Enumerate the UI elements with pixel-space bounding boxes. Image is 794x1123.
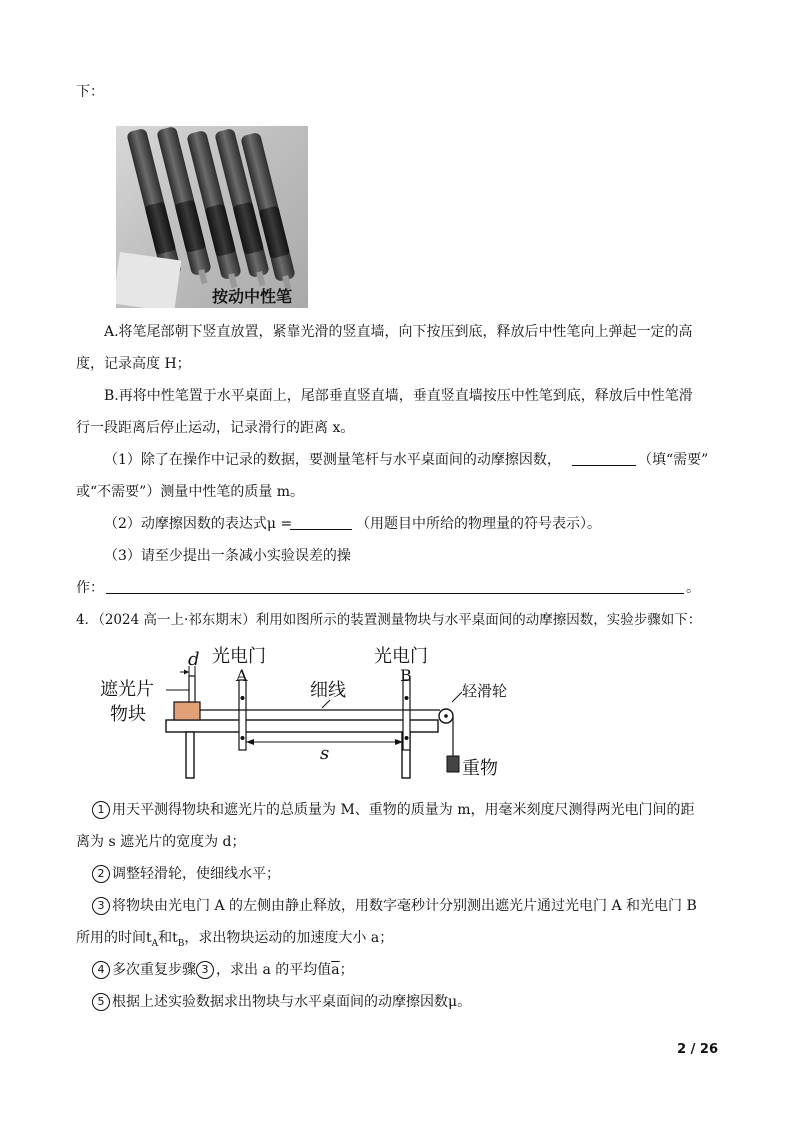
light-shield xyxy=(189,676,195,702)
step4-ref-marker: 3 xyxy=(196,961,214,979)
q3-sub2-tail: （用题目中所给的物理量的符号表示）。 xyxy=(356,516,601,532)
label-a: A xyxy=(236,666,248,685)
hanging-weight xyxy=(447,756,459,772)
step5-marker: 5 xyxy=(92,993,110,1011)
apparatus-diagram xyxy=(96,638,526,788)
q4-step2: 2 调整轻滑轮，使细线水平； xyxy=(92,864,280,884)
step3-marker: 3 xyxy=(92,897,110,915)
intro-tail: 下： xyxy=(76,84,104,100)
table-leg-left xyxy=(186,732,194,778)
q3-sub2-text: （2）动摩擦因数的表达式μ = xyxy=(104,516,293,532)
step1-marker: 1 xyxy=(92,801,110,819)
q3-sub3-end: 。 xyxy=(686,580,700,596)
block xyxy=(174,702,200,720)
pen-photo xyxy=(116,126,308,308)
q3-step-a-line1: A.将笔尾部朝下竖直放置，紧靠光滑的竖直墙，向下按压到底，释放后中性笔向上弹起一定的高 xyxy=(104,324,693,340)
q4-step5: 5 根据上述实验数据求出物块与水平桌面间的动摩擦因数μ。 xyxy=(92,992,471,1012)
q4-step1-line2: 离为 s 遮光片的宽度为 d； xyxy=(76,834,246,850)
q3-sub1-tail: （填“需要” xyxy=(638,452,709,468)
photo-caption: 按动中性笔 xyxy=(212,287,293,306)
q3-sub3-prefix: 作： xyxy=(76,580,104,596)
label-string: 细线 xyxy=(310,680,346,701)
label-block: 物块 xyxy=(110,704,146,725)
q3-step-b-line1: B.再将中性笔置于水平桌面上，尾部垂直竖直墙，垂直竖直墙按压中性笔到底，释放后中性笔滑 xyxy=(104,388,693,404)
label-d: d xyxy=(188,649,200,670)
label-gate-b: 光电门 xyxy=(374,646,428,667)
q3-sub1-blank xyxy=(572,465,636,466)
table-top xyxy=(166,720,438,732)
step4-marker: 4 xyxy=(92,961,110,979)
label-pulley: 轻滑轮 xyxy=(462,682,508,700)
q4-step4: 4 多次重复步骤 3 ，求出 a 的平均值$\overline{a}$； xyxy=(92,960,354,980)
q4-step1-line1: 1 用天平测得物块和遮光片的总质量为 M、重物的质量为 m，用毫米刻度尺测得两光电门间的距 xyxy=(92,800,695,820)
q3-step-a-line2: 度，记录高度 H； xyxy=(76,356,191,372)
page-number: 2 / 26 xyxy=(677,1042,718,1057)
q4-header: 4．（2024 高一上·祁东期末）利用如图所示的装置测量物块与水平桌面间的动摩擦因数，实验步骤如下： xyxy=(76,612,702,628)
label-shade: 遮光片 xyxy=(100,679,154,700)
label-gate-a: 光电门 xyxy=(212,646,266,667)
q3-step-b-line2: 行一段距离后停止运动，记录滑行的距离 x。 xyxy=(76,420,355,436)
q4-step3-line1: 3 将物块由光电门 A 的左侧由静止释放，用数字毫秒计分别测出遮光片通过光电门 A 和光电门 B xyxy=(92,896,697,916)
label-s: s xyxy=(320,743,330,764)
q3-sub3-line1: （3）请至少提出一条减小实验误差的操 xyxy=(104,548,351,564)
q4-step3-line2: 所用的时间$t_A$和$t_B$，求出物块运动的加速度大小 a； xyxy=(76,930,394,949)
q3-sub1-line2: 或“不需要”）测量中性笔的质量 m。 xyxy=(76,484,305,500)
q3-sub3-blank xyxy=(106,593,684,594)
label-weight: 重物 xyxy=(462,758,498,779)
step2-marker: 2 xyxy=(92,865,110,883)
label-b: B xyxy=(400,666,412,685)
q3-sub1-text: （1）除了在操作中记录的数据，要测量笔杆与水平桌面间的动摩擦因数， xyxy=(104,452,561,468)
q3-sub2-blank xyxy=(290,529,352,530)
